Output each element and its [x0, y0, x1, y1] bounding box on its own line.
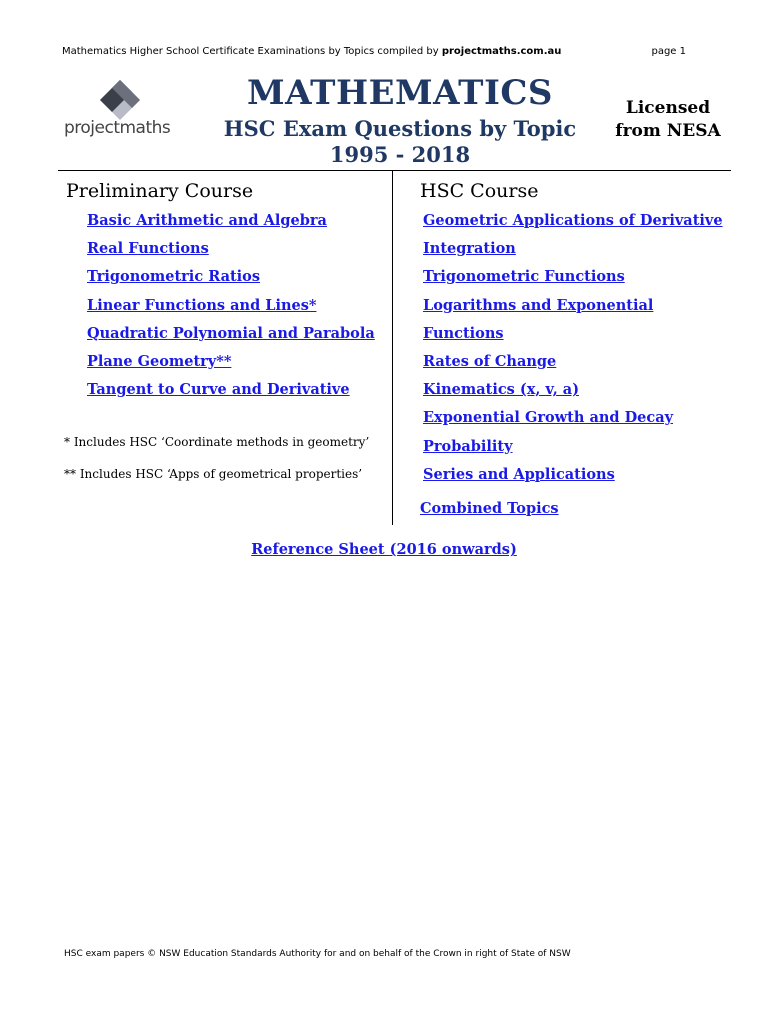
license-line-2: from NESA [615, 121, 721, 141]
list-item [87, 379, 375, 407]
diamond-logo-icon [98, 80, 142, 120]
link-functions[interactable]: Functions [423, 324, 504, 342]
list-item [423, 266, 723, 294]
link-probability[interactable]: Probability [423, 437, 513, 455]
year-range: 1995 - 2018 [329, 142, 471, 167]
list-item [423, 407, 723, 435]
list-item [423, 295, 723, 323]
header-text: Mathematics Higher School Certificate Examinations by Topics compiled by [62, 46, 442, 57]
combined-topics [420, 498, 559, 517]
list-item [87, 238, 375, 266]
list-item [423, 351, 723, 379]
preliminary-links [87, 210, 375, 407]
link-series-applications[interactable]: Series and Applications [423, 465, 615, 483]
link-combined-topics[interactable]: Combined Topics [420, 500, 559, 517]
list-item [423, 464, 723, 492]
link-geometric-applications-derivative[interactable]: Geometric Applications of Derivative [423, 212, 723, 229]
license-note [608, 97, 728, 143]
page-header [62, 46, 706, 57]
link-logarithms-exponential[interactable]: Logarithms and Exponential [423, 296, 654, 314]
header-site: projectmaths.com.au [441, 46, 562, 57]
reference-sheet [0, 539, 768, 558]
list-item [423, 323, 723, 351]
link-linear-functions-lines[interactable]: Linear Functions and Lines* [87, 296, 317, 314]
list-item [87, 351, 375, 379]
horizontal-rule [58, 170, 731, 171]
column-divider [392, 171, 393, 525]
page-subtitle: HSC Exam Questions by Topic [223, 116, 577, 141]
page-footer: HSC exam papers © NSW Education Standards Authority for and on behalf of the Crown in right of State of NSW [64, 949, 571, 959]
list-item [87, 266, 375, 294]
list-item [87, 210, 375, 238]
link-trigonometric-functions[interactable]: Trigonometric Functions [423, 268, 625, 286]
link-rates-of-change[interactable]: Rates of Change [423, 352, 557, 370]
footnote-2: ** Includes HSC ‘Apps of geometrical properties’ [64, 467, 363, 481]
hsc-links [423, 210, 723, 492]
link-exponential-growth-decay[interactable]: Exponential Growth and Decay [423, 409, 674, 427]
license-line-1: Licensed [625, 98, 711, 118]
link-reference-sheet[interactable]: Reference Sheet (2016 onwards) [251, 541, 517, 558]
link-plane-geometry[interactable]: Plane Geometry** [87, 352, 232, 370]
page-title: MATHEMATICS [247, 73, 553, 113]
logo-text: projectmaths [64, 118, 171, 138]
link-quadratic-polynomial-parabola[interactable]: Quadratic Polynomial and Parabola [87, 324, 375, 342]
footnotes [64, 435, 369, 499]
list-item [87, 295, 375, 323]
title-block [200, 72, 600, 168]
link-trigonometric-ratios[interactable]: Trigonometric Ratios [87, 268, 261, 286]
preliminary-course-heading: Preliminary Course [66, 180, 254, 202]
list-item [87, 323, 375, 351]
link-integration[interactable]: Integration [423, 240, 516, 258]
link-basic-arithmetic-algebra[interactable]: Basic Arithmetic and Algebra [87, 212, 327, 229]
list-item [423, 238, 723, 266]
list-item [423, 210, 723, 238]
list-item [423, 379, 723, 407]
footnote-1: * Includes HSC ‘Coordinate methods in geometry’ [64, 435, 370, 449]
link-tangent-derivative[interactable]: Tangent to Curve and Derivative [87, 381, 350, 399]
projectmaths-logo [64, 80, 184, 144]
link-real-functions[interactable]: Real Functions [87, 240, 209, 258]
page-number: page 1 [651, 46, 686, 57]
hsc-course-heading: HSC Course [420, 180, 539, 202]
link-kinematics[interactable]: Kinematics (x, v, a) [423, 381, 580, 399]
list-item [423, 436, 723, 464]
